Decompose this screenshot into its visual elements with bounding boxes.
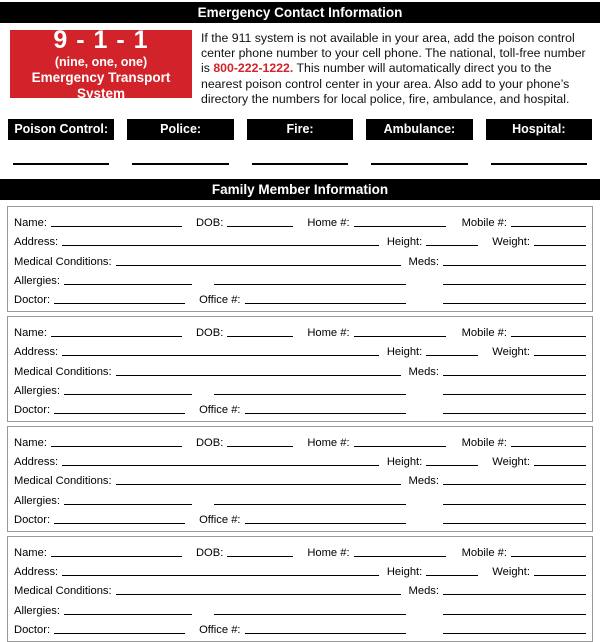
- intro-section: [10, 25, 592, 107]
- medical-conditions-fill-line: [116, 375, 401, 376]
- home-phone-label: Home #:: [307, 437, 350, 450]
- meds-fill-line: [443, 265, 586, 266]
- dob-fill-line: [227, 226, 293, 227]
- contact-hospital-column: [486, 119, 592, 165]
- meds-continued-fill-line-2: [443, 633, 586, 634]
- mobile-phone-label: Mobile #:: [461, 547, 507, 560]
- meds-continued-fill-line: [443, 504, 586, 505]
- contact-fire-column: [247, 119, 353, 165]
- mobile-phone-label: Mobile #:: [461, 437, 507, 450]
- address-label: Address:: [14, 566, 59, 579]
- ambulance-fill-line: [371, 163, 467, 165]
- address-fill-line: [62, 355, 379, 356]
- dob-label: DOB:: [195, 547, 224, 560]
- allergies-label: Allergies:: [14, 604, 61, 617]
- office-phone-fill-line: [245, 523, 406, 524]
- home-phone-fill-line: [354, 336, 446, 337]
- member-row-name: [14, 322, 586, 341]
- height-label: Height:: [386, 456, 423, 469]
- address-fill-line: [62, 245, 379, 246]
- member-row-doctor: [14, 509, 586, 528]
- allergies-fill-line-2: [214, 394, 406, 395]
- meds-label: Meds:: [408, 255, 439, 268]
- doctor-fill-line: [54, 633, 185, 634]
- address-label: Address:: [14, 456, 59, 469]
- meds-fill-line: [443, 484, 586, 485]
- address-label: Address:: [14, 346, 59, 359]
- contact-poison-control-column: [8, 119, 114, 165]
- member-row-address: [14, 561, 586, 580]
- home-phone-label: Home #:: [307, 547, 350, 560]
- weight-fill-line: [534, 355, 586, 356]
- meds-label: Meds:: [408, 365, 439, 378]
- emergency-transport-label: Emergency Transport System: [31, 69, 171, 101]
- mobile-phone-fill-line: [511, 336, 586, 337]
- meds-label: Meds:: [408, 475, 439, 488]
- office-phone-label: Office #:: [199, 623, 241, 636]
- weight-label: Weight:: [492, 236, 530, 249]
- member-row-address: [14, 451, 586, 470]
- emergency-contacts-row: [8, 119, 592, 165]
- emergency-contact-form-page: [0, 2, 600, 636]
- intro-paragraph: [201, 30, 592, 107]
- contact-ambulance-column: [366, 119, 472, 165]
- doctor-label: Doctor:: [14, 623, 51, 636]
- poison-control-fill-line: [13, 163, 109, 165]
- family-members-list: [7, 206, 593, 642]
- height-fill-line: [426, 355, 478, 356]
- medical-conditions-label: Medical Conditions:: [14, 585, 112, 598]
- hospital-fill-line: [491, 163, 587, 165]
- home-phone-fill-line: [354, 556, 446, 557]
- member-row-medical: [14, 250, 586, 269]
- allergies-fill-line-2: [214, 504, 406, 505]
- meds-continued-fill-line-2: [443, 523, 586, 524]
- member-row-address: [14, 231, 586, 250]
- intro-text-before: If the 911 system is not available in your area, add the poison control center phone number to your cell phone. The national, toll-free number is: [201, 31, 586, 76]
- member-row-name: [14, 542, 586, 561]
- member-row-medical: [14, 360, 586, 379]
- address-fill-line: [62, 575, 379, 576]
- weight-fill-line: [534, 465, 586, 466]
- emergency-contact-section-header: Emergency Contact Information: [0, 2, 600, 23]
- weight-fill-line: [534, 575, 586, 576]
- height-fill-line: [426, 575, 478, 576]
- mobile-phone-fill-line: [511, 556, 586, 557]
- office-phone-label: Office #:: [199, 293, 241, 306]
- height-label: Height:: [386, 566, 423, 579]
- intro-text-after: This number will automatically direct you to the nearest poison control center in your area. Also add to your phone’s directory the numbers for local police, fire, ambulance, and hospital.: [201, 61, 570, 106]
- name-label: Name:: [14, 437, 47, 450]
- contact-police-column: [127, 119, 233, 165]
- medical-conditions-label: Medical Conditions:: [14, 255, 112, 268]
- member-row-allergies: [14, 270, 586, 289]
- meds-fill-line: [443, 594, 586, 595]
- medical-conditions-fill-line: [116, 265, 401, 266]
- doctor-fill-line: [54, 413, 185, 414]
- member-row-doctor: [14, 619, 586, 638]
- meds-continued-fill-line: [443, 284, 586, 285]
- medical-conditions-fill-line: [116, 484, 401, 485]
- home-phone-fill-line: [354, 446, 446, 447]
- allergies-fill-line: [64, 504, 192, 505]
- dob-fill-line: [227, 556, 293, 557]
- meds-continued-fill-line-2: [443, 413, 586, 414]
- weight-label: Weight:: [492, 456, 530, 469]
- mobile-phone-label: Mobile #:: [461, 217, 507, 230]
- fire-label: Fire:: [247, 119, 353, 140]
- weight-fill-line: [534, 245, 586, 246]
- home-phone-fill-line: [354, 226, 446, 227]
- name-fill-line: [51, 556, 182, 557]
- dob-label: DOB:: [195, 437, 224, 450]
- member-row-medical: [14, 470, 586, 489]
- office-phone-fill-line: [245, 413, 406, 414]
- height-fill-line: [426, 465, 478, 466]
- allergies-fill-line-2: [214, 614, 406, 615]
- member-row-name: [14, 212, 586, 231]
- address-fill-line: [62, 465, 379, 466]
- allergies-label: Allergies:: [14, 494, 61, 507]
- name-fill-line: [51, 446, 182, 447]
- dob-label: DOB:: [195, 327, 224, 340]
- office-phone-label: Office #:: [199, 403, 241, 416]
- doctor-fill-line: [54, 523, 185, 524]
- medical-conditions-label: Medical Conditions:: [14, 365, 112, 378]
- ambulance-label: Ambulance:: [366, 119, 472, 140]
- nine-one-one-panel: [10, 25, 192, 101]
- height-fill-line: [426, 245, 478, 246]
- member-row-allergies: [14, 489, 586, 508]
- mobile-phone-fill-line: [511, 446, 586, 447]
- allergies-fill-line: [64, 614, 192, 615]
- name-fill-line: [51, 336, 182, 337]
- dob-fill-line: [227, 336, 293, 337]
- allergies-fill-line: [64, 394, 192, 395]
- allergies-label: Allergies:: [14, 274, 61, 287]
- doctor-label: Doctor:: [14, 403, 51, 416]
- hospital-label: Hospital:: [486, 119, 592, 140]
- meds-label: Meds:: [408, 585, 439, 598]
- poison-control-label: Poison Control:: [8, 119, 114, 140]
- home-phone-label: Home #:: [307, 217, 350, 230]
- height-label: Height:: [386, 236, 423, 249]
- name-label: Name:: [14, 327, 47, 340]
- home-phone-label: Home #:: [307, 327, 350, 340]
- weight-label: Weight:: [492, 566, 530, 579]
- dob-label: DOB:: [195, 217, 224, 230]
- doctor-fill-line: [54, 303, 185, 304]
- nine-one-one-phonetic: (nine, one, one): [54, 54, 148, 69]
- meds-continued-fill-line-2: [443, 303, 586, 304]
- allergies-label: Allergies:: [14, 384, 61, 397]
- member-row-doctor: [14, 399, 586, 418]
- office-phone-label: Office #:: [199, 513, 241, 526]
- family-member-card: [7, 426, 593, 532]
- member-row-doctor: [14, 289, 586, 308]
- height-label: Height:: [386, 346, 423, 359]
- police-fill-line: [132, 163, 228, 165]
- medical-conditions-label: Medical Conditions:: [14, 475, 112, 488]
- meds-fill-line: [443, 375, 586, 376]
- member-row-name: [14, 432, 586, 451]
- name-label: Name:: [14, 217, 47, 230]
- name-label: Name:: [14, 547, 47, 560]
- member-row-allergies: [14, 599, 586, 618]
- meds-continued-fill-line: [443, 614, 586, 615]
- office-phone-fill-line: [245, 303, 406, 304]
- fire-fill-line: [252, 163, 348, 165]
- weight-label: Weight:: [492, 346, 530, 359]
- family-member-section-header: Family Member Information: [0, 179, 600, 200]
- allergies-fill-line-2: [214, 284, 406, 285]
- nine-one-one-number: 9 - 1 - 1: [53, 25, 149, 54]
- family-member-card: [7, 206, 593, 312]
- family-member-card: [7, 536, 593, 642]
- police-label: Police:: [127, 119, 233, 140]
- family-member-card: [7, 316, 593, 422]
- doctor-label: Doctor:: [14, 293, 51, 306]
- address-label: Address:: [14, 236, 59, 249]
- member-row-medical: [14, 580, 586, 599]
- mobile-phone-fill-line: [511, 226, 586, 227]
- office-phone-fill-line: [245, 633, 406, 634]
- name-fill-line: [51, 226, 182, 227]
- meds-continued-fill-line: [443, 394, 586, 395]
- member-row-allergies: [14, 380, 586, 399]
- medical-conditions-fill-line: [116, 594, 401, 595]
- mobile-phone-label: Mobile #:: [461, 327, 507, 340]
- poison-control-phone-number: 800-222-1222.: [213, 61, 294, 76]
- doctor-label: Doctor:: [14, 513, 51, 526]
- allergies-fill-line: [64, 284, 192, 285]
- dob-fill-line: [227, 446, 293, 447]
- member-row-address: [14, 341, 586, 360]
